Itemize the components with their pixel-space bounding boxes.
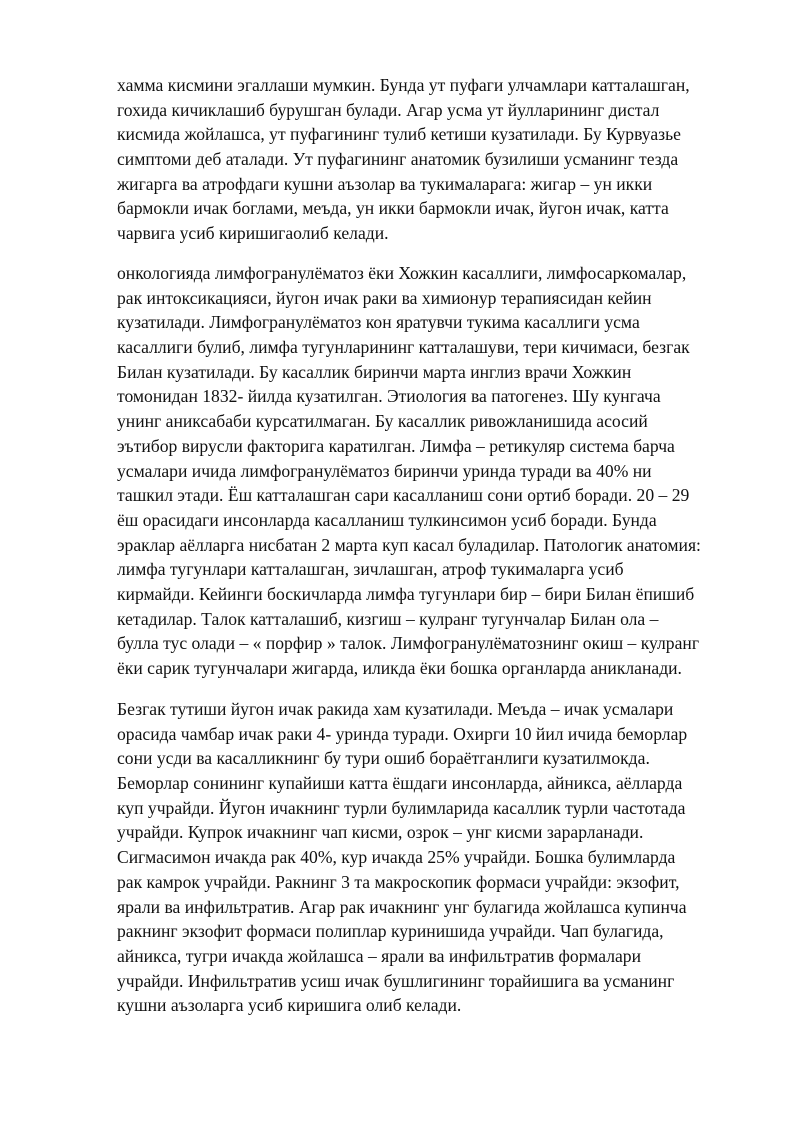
text-line: симптоми деб аталади. Ут пуфагининг анатомик бузилиши усманинг тезда: [117, 149, 679, 170]
text-line: орасида чамбар ичак раки 4- уринда туради. Охирги 10 йил ичида беморлар: [117, 723, 688, 744]
paragraph-3: [117, 697, 717, 1018]
text-line: унинг аниксабаби курсатилмаган. Бу касаллик ривожланишида асосий: [117, 411, 648, 432]
text-line: кисмида жойлашса, ут пуфагининг тулиб кетиши кузатилади. Бу Курвуазье: [117, 124, 681, 145]
text-line: эътибор вирусли факторига каратилган. Лимфа – ретикуляр система барча: [117, 435, 675, 456]
text-line: Сигмасимон ичакда рак 40%, кур ичакда 25% учрайди. Бошка булимларда: [117, 847, 676, 868]
text-line: лимфа тугунлари катталашган, зичлашган, атроф тукималарга усиб: [117, 559, 624, 580]
text-line: кетадилар. Талок катталашиб, кизгиш – кулранг тугунчалар Билан ола –: [117, 608, 659, 629]
text-line: ёш орасидаги инсонларда касалланиш тулкинсимон усиб боради. Бунда: [117, 509, 657, 530]
text-line: Беморлар сонининг купайиши катта ёшдаги инсонларда, айникса, аёлларда: [117, 773, 683, 794]
text-line: кушни аъзоларга усиб киришига олиб келади.: [117, 995, 462, 1016]
text-line: куп учрайди. Йугон ичакнинг турли булимларида касаллик турли частотада: [117, 797, 686, 818]
text-line: ярали ва инфильтратив. Агар рак ичакнинг унг булагида жойлашса купинча: [117, 896, 687, 917]
text-line: кирмайди. Кейинги боскичларда лимфа тугунлари бир – бири Билан ёпишиб: [117, 583, 695, 604]
text-line: рак камрок учрайди. Ракнинг 3 та макроскопик формаси учрайди: экзофит,: [117, 871, 680, 892]
text-line: Билан кузатилади. Бу касаллик биринчи марта инглиз врачи Хожкин: [117, 361, 632, 382]
text-line: онкологияда лимфогранулёматоз ёки Хожкин касаллиги, лимфосаркомалар,: [117, 263, 687, 283]
text-line: бармокли ичак боглами, меъда, ун икки бармокли ичак, йугон ичак, катта: [117, 198, 669, 219]
paragraph-1: [117, 73, 717, 246]
text-line: булла тус олади – « порфир » талок. Лимфогранулёматознинг окиш – кулранг: [117, 633, 700, 654]
text-line: гохида кичиклашиб бурушган булади. Агар усма ут йулларининг дистал: [117, 99, 660, 120]
text-line: жигарга ва атрофдаги кушни аъзолар ва тукималарага: жигар – ун икки: [117, 173, 653, 194]
text-line: кузатилади. Лимфогранулёматоз кон яратувчи тукима касаллиги усма: [117, 312, 640, 333]
text-line: учрайди. Купрок ичакнинг чап кисми, озрок – унг кисми зарарланади.: [117, 822, 644, 843]
paragraph-2: [117, 261, 717, 681]
text-line: усмалари ичида лимфогранулёматоз биринчи уринда туради ва 40% ни: [117, 460, 652, 481]
text-line: чарвига усиб киришигаолиб келади.: [117, 223, 389, 244]
text-line: эраклар аёлларга нисбатан 2 марта куп касал буладилар. Патологик анатомия:: [117, 534, 701, 555]
text-line: ташкил этади. Ёш катталашган сари касалланиш сони ортиб боради. 20 – 29: [117, 485, 690, 506]
text-line: касаллиги булиб, лимфа тугунларининг катталашуви, тери кичимаси, безгак: [117, 337, 690, 358]
text-line: учрайди. Инфильтратив усиш ичак бушлигининг торайишига ва усманинг: [117, 970, 675, 991]
text-line: хамма кисмини эгаллаши мумкин. Бунда ут пуфаги улчамлари катталашган,: [117, 75, 690, 95]
text-line: айникса, тугри ичакда жойлашса – ярали ва инфильтратив формалари: [117, 945, 642, 966]
text-line: рак интоксикацияси, йугон ичак раки ва химионур терапиясидан кейин: [117, 287, 652, 308]
text-line: сони усди ва касалликнинг бу тури ошиб бораётганлиги кузатилмокда.: [117, 748, 650, 769]
text-line: ёки сарик тугунчалари жигарда, иликда ёки бошка органларда аникланади.: [117, 658, 682, 678]
text-line: ракнинг экзофит формаси полиплар куринишида учрайди. Чап булагида,: [117, 921, 664, 942]
text-line: Безгак тутиши йугон ичак ракида хам кузатилади. Меъда – ичак усмалари: [117, 699, 674, 719]
text-line: томонидан 1832- йилда кузатилган. Этиология ва патогенез. Шу кунгача: [117, 386, 661, 407]
